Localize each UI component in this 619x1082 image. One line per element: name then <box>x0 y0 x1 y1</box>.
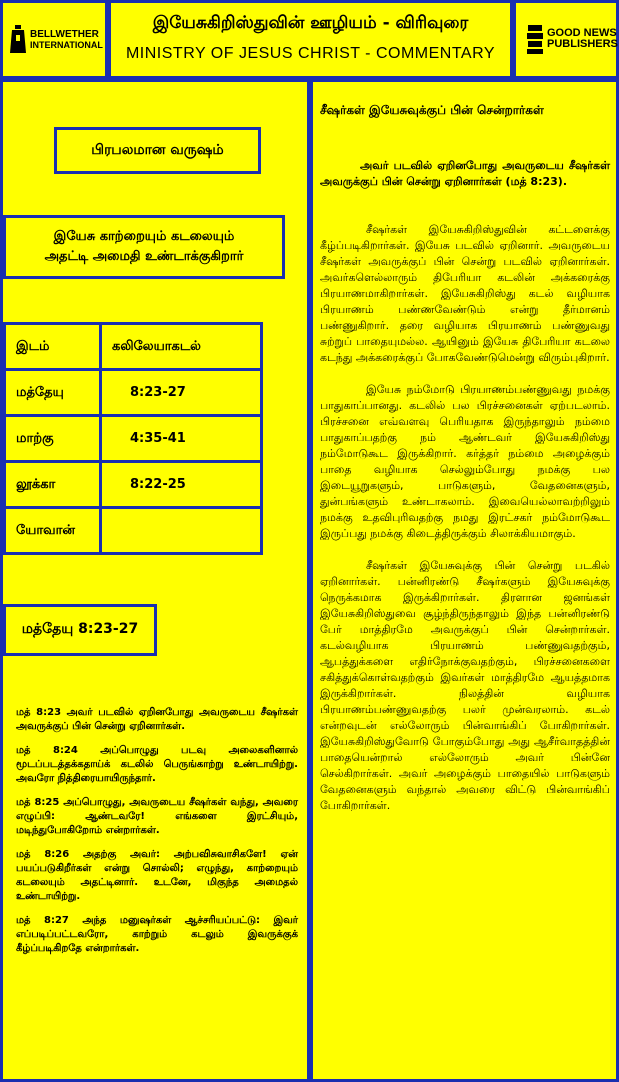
table-row <box>5 508 262 554</box>
left-logo-line1: BELLWETHER <box>30 29 99 40</box>
period-box <box>54 127 261 174</box>
event-title-box <box>3 215 285 279</box>
page-title-english: MINISTRY OF JESUS CHRIST - COMMENTARY <box>125 45 496 62</box>
place-book: லூக்கா <box>5 462 101 508</box>
good-news-logo <box>526 23 618 55</box>
verse-text: மத் 8:23 அவர் படவில் ஏறினபோது அவருடைய சீஷர்கள் அவருக்குப் பின் சென்று ஏறினார்கள். <box>16 707 298 732</box>
period-label: பிரபலமான வருஷம் <box>91 141 224 158</box>
right-logo-line2: PUBLISHERS <box>547 38 618 50</box>
place-ref: 4:35-41 <box>101 416 262 462</box>
bell-tower-icon <box>9 25 27 55</box>
verse-text: மத் 8:25 அப்பொழுது, அவருடைய சீஷர்கள் வந்து, அவரை எழுப்பி: ஆண்டவரே! எங்களை இரட்சியும், மடிந்துபோகிறோம் என்றார்கள். <box>16 797 298 836</box>
header-left-logo-panel <box>0 0 108 79</box>
left-logo-line2: INTERNATIONAL <box>30 40 103 50</box>
passage-ref-box <box>3 604 157 656</box>
book-stack-icon <box>526 23 544 55</box>
commentary-body <box>320 222 610 830</box>
event-title-line1: இயேசு காற்றையும் கடலையும் <box>53 229 235 244</box>
place-book: மாற்கு <box>5 416 101 462</box>
place-book: யோவான் <box>5 508 101 554</box>
place-book: மத்தேயு <box>5 370 101 416</box>
table-row <box>5 324 262 370</box>
verse-text: மத் 8:27 அந்த மனுஷர்கள் ஆச்சரியப்பட்டு: இவர் எப்படிப்பட்டவரோ, காற்றும் கடலும் இவருக்குக் கீழ்ப்படிகிறதே என்றார்கள். <box>16 915 298 954</box>
bellwether-logo <box>9 25 103 55</box>
place-ref <box>101 508 262 554</box>
table-row <box>5 462 262 508</box>
table-row <box>5 416 262 462</box>
header-right-logo-panel <box>513 0 619 79</box>
verse-text: மத் 8:24 அப்பொழுது படவு அலைகளினால் மூடப்படத்தக்கதாய்க் கடலில் பெருங்காற்று உண்டாயிற்று. அவரோ நித்திரையாயிருந்தார். <box>16 745 298 784</box>
page-title-tamil: இயேசுகிறிஸ்துவின் ஊழியம் - விரிவுரை <box>152 13 469 33</box>
commentary-heading: சீஷர்கள் இயேசுவுக்குப் பின் சென்றார்கள் <box>320 103 544 117</box>
place-ref: கலிலேயாகடல் <box>101 324 262 370</box>
commentary-paragraph: சீஷர்கள் இயேசுகிறிஸ்துவின் கட்டளைக்கு கீழ்ப்படிகிறார்கள். இயேசு படவில் ஏறினார். அவருடைய சீஷர்கள் அவருக்குப் பின் சென்று படவில் ஏறினார்கள். அவர்களெல்லாரும் திபேரியா கடலின் அக்கரைக்கு பிரயாணமாகிறார்கள். இயேசுகிறிஸ்து கடல் வழியாக பிரயாணம் பண்ணவேண்டும் என்று தீர்மானம் பண்ணுகிறார். தரை வழியாக பிரயாணம் பண்ணுவது சுற்றுப் பாதையுமல்ல. ஆயினும் இயேசு திபேரியா கடலை கடந்து அக்கரைக்குப் போகவேண்டுமென்று விரும்புகிறார். <box>320 223 610 364</box>
place-ref: 8:22-25 <box>101 462 262 508</box>
table-row <box>5 370 262 416</box>
places-table <box>3 322 263 555</box>
event-title-line2: அதட்டி அமைதி உண்டாக்குகிறார் <box>44 249 244 264</box>
lead-verse: அவர் படவில் ஏறினபோது அவருடைய சீஷர்கள் அவருக்குப் பின் சென்று ஏறினார்கள் (மத் 8:23). <box>320 159 610 188</box>
right-logo-line1: GOOD NEWS <box>547 27 617 39</box>
place-book: இடம் <box>5 324 101 370</box>
scripture-verses <box>16 706 298 966</box>
commentary-paragraph: இயேசு நம்மோடு பிரயாணம்பண்ணுவது நமக்கு பாதுகாப்பானது. கடலில் பல பிரச்சனைகள் ஏற்படலாம். பிரச்சனை எவ்வளவு பெரியதாக இருந்தாலும் நம்மை பாதுகாப்பதற்கு நம் ஆண்டவர் இயேசுகிறிஸ்து நம்மோடுகூட இருக்கிறார். கர்த்தர் நம்மை அழைக்கும் பாதை வழியாக செல்லும்போது நமக்கு பல இடையூறுகளும், பாடுகளும், வேதனைகளும், துன்பங்களும் உண்டாகலாம். இவையெல்லாவற்றிலும் நமக்கு உதவிபுரிவதற்கு நமது இரட்சகர் நம்மோடுகூட இருப்பது நமக்கு கிடைத்திருக்கும் சிலாக்கியமாகும். <box>320 383 610 540</box>
verse-text: மத் 8:26 அதற்கு அவர்: அற்பவிசுவாசிகளே! ஏன் பயப்படுகிறீர்கள் என்று சொல்லி; எழுந்து, காற்றையும் கடலையும் அதட்டினார். உடனே, மிகுந்த அமைதல் உண்டாயிற்று. <box>16 849 298 902</box>
place-ref: 8:23-27 <box>101 370 262 416</box>
commentary-paragraph: சீஷர்கள் இயேசுவுக்கு பின் சென்று படகில் ஏறினார்கள். பன்னிரண்டு சீஷர்களும் இயேசுவுக்கு நெருக்கமாக இருக்கிறார்கள். திரளான ஜனங்கள் இயேசுகிறிஸ்துவை சூழ்ந்திருந்தாலும் இந்த பன்னிரண்டு பேர் மாத்திரமே அவருக்குப் பின் சென்றார்கள். கடல்வழியாக பிரயாணம் பண்ணுவதற்கும், ஆபத்துக்களை எதிர்நோக்குவதற்கும், பிரச்சனைகளை சகித்துக்கொள்வதற்கும் இவர்கள் மாத்திரமே ஆயத்தமாக இருக்கிறார்கள். நிலத்தின் வழியாக பிரயாணம்பண்ணுவதற்கு பலர் முன்வரலாம். கடல் என்றவுடன் எல்லோரும் பின்வாங்கிப் போகிறார்கள். இயேசுகிறிஸ்துவோடு போகும்போது அது ஆசீர்வாதத்தின் பாதையென்றால் எல்லோரும் அவர் பின்னே செல்கிறார்கள். அவர் அழைக்கும் பாதையில் பாடுகளும் வேதனைகளும் வந்தால் அவரை விட்டு பின்வாங்கிப் போகிறார்கள். <box>320 559 610 812</box>
passage-ref: மத்தேயு 8:23-27 <box>21 621 139 637</box>
header-title-panel <box>108 0 513 79</box>
commentary-lead <box>320 158 610 190</box>
